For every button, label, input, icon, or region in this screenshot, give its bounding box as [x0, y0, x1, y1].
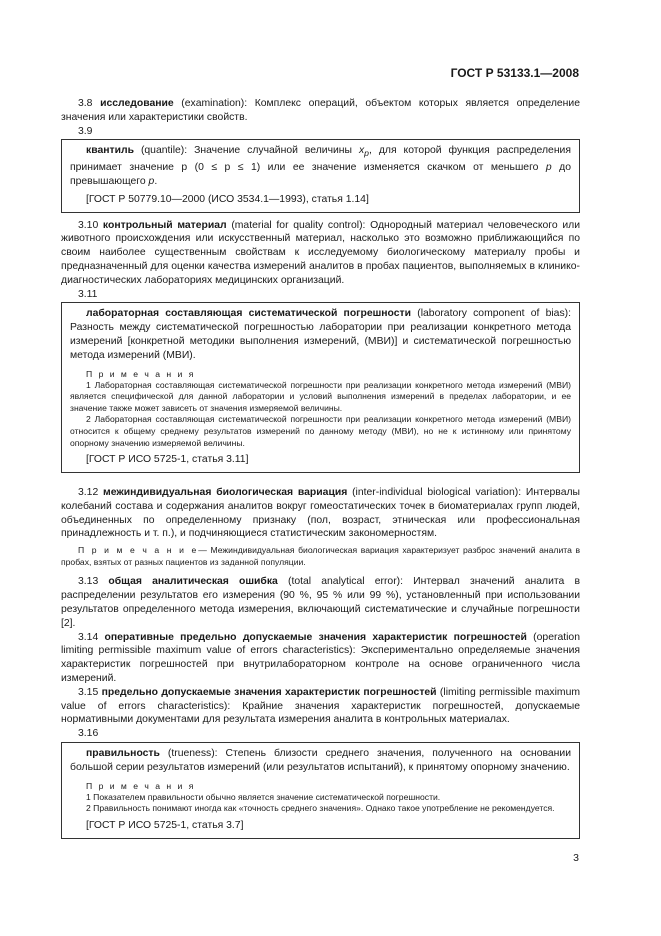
variable-x	[358, 145, 369, 159]
entry-definition: (operation limiting permissible maximum value of errors characteristics): Экспериментально определяемые значения характеристик погрешностей при внутрилабораторном контроле на основе ограниченного числа измерений.	[61, 631, 580, 684]
entry-3-16-box	[61, 742, 580, 839]
entry-definition-part: (quantile): Значение случайной величины	[133, 145, 359, 157]
entry-3-9	[70, 144, 571, 188]
entry-3-15	[61, 686, 580, 727]
standard-header: ГОСТ Р 53133.1—2008	[450, 66, 579, 80]
document-body	[61, 97, 580, 845]
note-1: 1 Лабораторная составляющая систематической погрешности при реализации конкретного метода измерений (МВИ) является специфической для данной лаборатории и условий выполнения измерений в пределах лаборатории, и ее значение также может зависеть от значения измеряемой величины.	[70, 379, 571, 413]
note-1: 1 Показателем правильности обычно является значение систематической погрешности.	[86, 791, 441, 802]
notes-heading: П р и м е ч а н и я	[86, 368, 196, 379]
entry-definition: (limiting permissible maximum value of errors characteristics): Крайние значения характеристик погрешностей, допускаемые нормативными документами для результата измерения аналита в контрольных материалах.	[61, 686, 581, 726]
entry-number: 3.15	[78, 686, 99, 698]
entry-term: лабораторная составляющая систематической погрешности	[86, 308, 412, 320]
entry-number-3-16: 3.16	[78, 728, 99, 740]
entry-definition: (examination): Комплекс операций, объектом которых является определение значения или характеристики свойств.	[61, 98, 581, 123]
entry-definition-part: до превышающего	[70, 162, 571, 188]
entry-term: общая аналитическая ошибка	[108, 576, 278, 588]
entry-3-8	[61, 97, 580, 125]
entry-3-13	[61, 575, 580, 630]
variable-p: p	[148, 176, 155, 188]
entry-number: 3.8	[78, 98, 93, 109]
entry-definition-part: или ее значение изменяется скачком от меньшего	[260, 162, 546, 174]
entry-term: исследование	[100, 98, 174, 109]
entry-term: межиндивидуальная биологическая вариация	[103, 486, 348, 498]
entry-number: 3.12	[78, 486, 99, 498]
note-label: П р и м е ч а н и е	[78, 545, 199, 556]
entry-condition: p (0 ≤ p ≤ 1)	[181, 162, 261, 174]
page-number: 3	[573, 852, 579, 864]
entry-source: [ГОСТ Р 50779.10—2000 (ИСО 3534.1—1993), статья 1.14]	[86, 193, 369, 205]
variable-p: p	[545, 162, 552, 174]
entry-3-16	[70, 747, 571, 775]
spacer	[61, 568, 580, 575]
entry-definition: (total analytical error): Интервал значений аналита в распределении результатов его измерения (90 %, 95 % или 99 %), установленный при использовании результатов определенного метода измерения, включающий систематические и случайные погрешности [2].	[61, 576, 580, 629]
entry-definition: (laboratory component of bias): Разность между систематической погрешностью лаборатории при реализации конкретного метода измерений [конкретной методики выполнения измерений, (МВИ)] и систематической погрешностью метода измерений (МВИ).	[70, 308, 572, 361]
entry-number-3-11: 3.11	[78, 288, 98, 300]
entry-number-3-9: 3.9	[78, 125, 93, 137]
entry-3-9-box	[61, 139, 580, 212]
note-2: 2 Лабораторная составляющая систематической погрешности при реализации конкретного метода измерений (МВИ) относится к общему среднему результатов измерений по данному методу (МВИ), но не к истинному или принятому опорному значению измеряемой величины.	[70, 414, 571, 448]
entry-definition-part: , для которой функция распределения принимает значение	[70, 145, 571, 174]
entry-term: оперативные предельно допускаемые значения характеристик погрешностей	[104, 631, 527, 643]
entry-3-12-note	[61, 545, 580, 568]
entry-3-11-box	[61, 302, 580, 473]
entry-definition: (trueness): Степень близости среднего значения, полученного на основании большой серии результатов измерений (или результатов испытаний), к принятому опорному значению.	[70, 747, 571, 773]
entry-3-14	[61, 631, 580, 686]
entry-term: предельно допускаемые значения характеристик погрешностей	[101, 686, 437, 698]
spacer	[61, 479, 580, 486]
notes-heading: П р и м е ч а н и я	[86, 780, 196, 791]
entry-definition: (material for quality control): Однородный материал человеческого или животного происхождения или искусственный материал, насколько это возможно приближающийся по своим наиболее существенным свойствам к исследуемому биологическому материалу пробы и предназначенный для оценки качества измерений аналитов в пробах пациентов, выполняемых в клинико-диагностических лабораториях медицинских организаций.	[61, 219, 580, 286]
entry-source: [ГОСТ Р ИСО 5725-1, статья 3.7]	[86, 819, 244, 831]
variable-subscript: p	[364, 148, 369, 159]
variable-x-text: x	[358, 145, 365, 157]
entry-3-12	[61, 486, 580, 541]
entry-3-11	[70, 307, 571, 362]
entry-term: правильность	[86, 747, 160, 759]
entry-term: квантиль	[86, 145, 134, 157]
entry-number: 3.13	[78, 576, 99, 588]
entry-definition: (inter-individual biological variation): Интервалы колебаний состава и содержания аналитов вокруг гомеостатических точек в биоматериалах групп людей, объединенных по определенному признаку (пол, возраст, этническая или профессиональная принадлежность и т. п.), и подчиняющиеся статистическим закономерностям.	[61, 486, 580, 540]
entry-definition-part: .	[154, 176, 158, 188]
note-2: 2 Правильность понимают иногда как «точность среднего значения». Однако такое употребление не рекомендуется.	[86, 803, 555, 814]
entry-source: [ГОСТ Р ИСО 5725-1, статья 3.11]	[86, 454, 249, 466]
entry-number: 3.10	[78, 219, 99, 231]
entry-3-10	[61, 219, 580, 288]
entry-number: 3.14	[78, 631, 99, 643]
entry-term: контрольный материал	[102, 219, 227, 231]
note-text: — Межиндивидуальная биологическая вариация характеризует разброс значений аналита в пробах, взятых от разных пациентов из заданной популяции.	[61, 545, 581, 567]
